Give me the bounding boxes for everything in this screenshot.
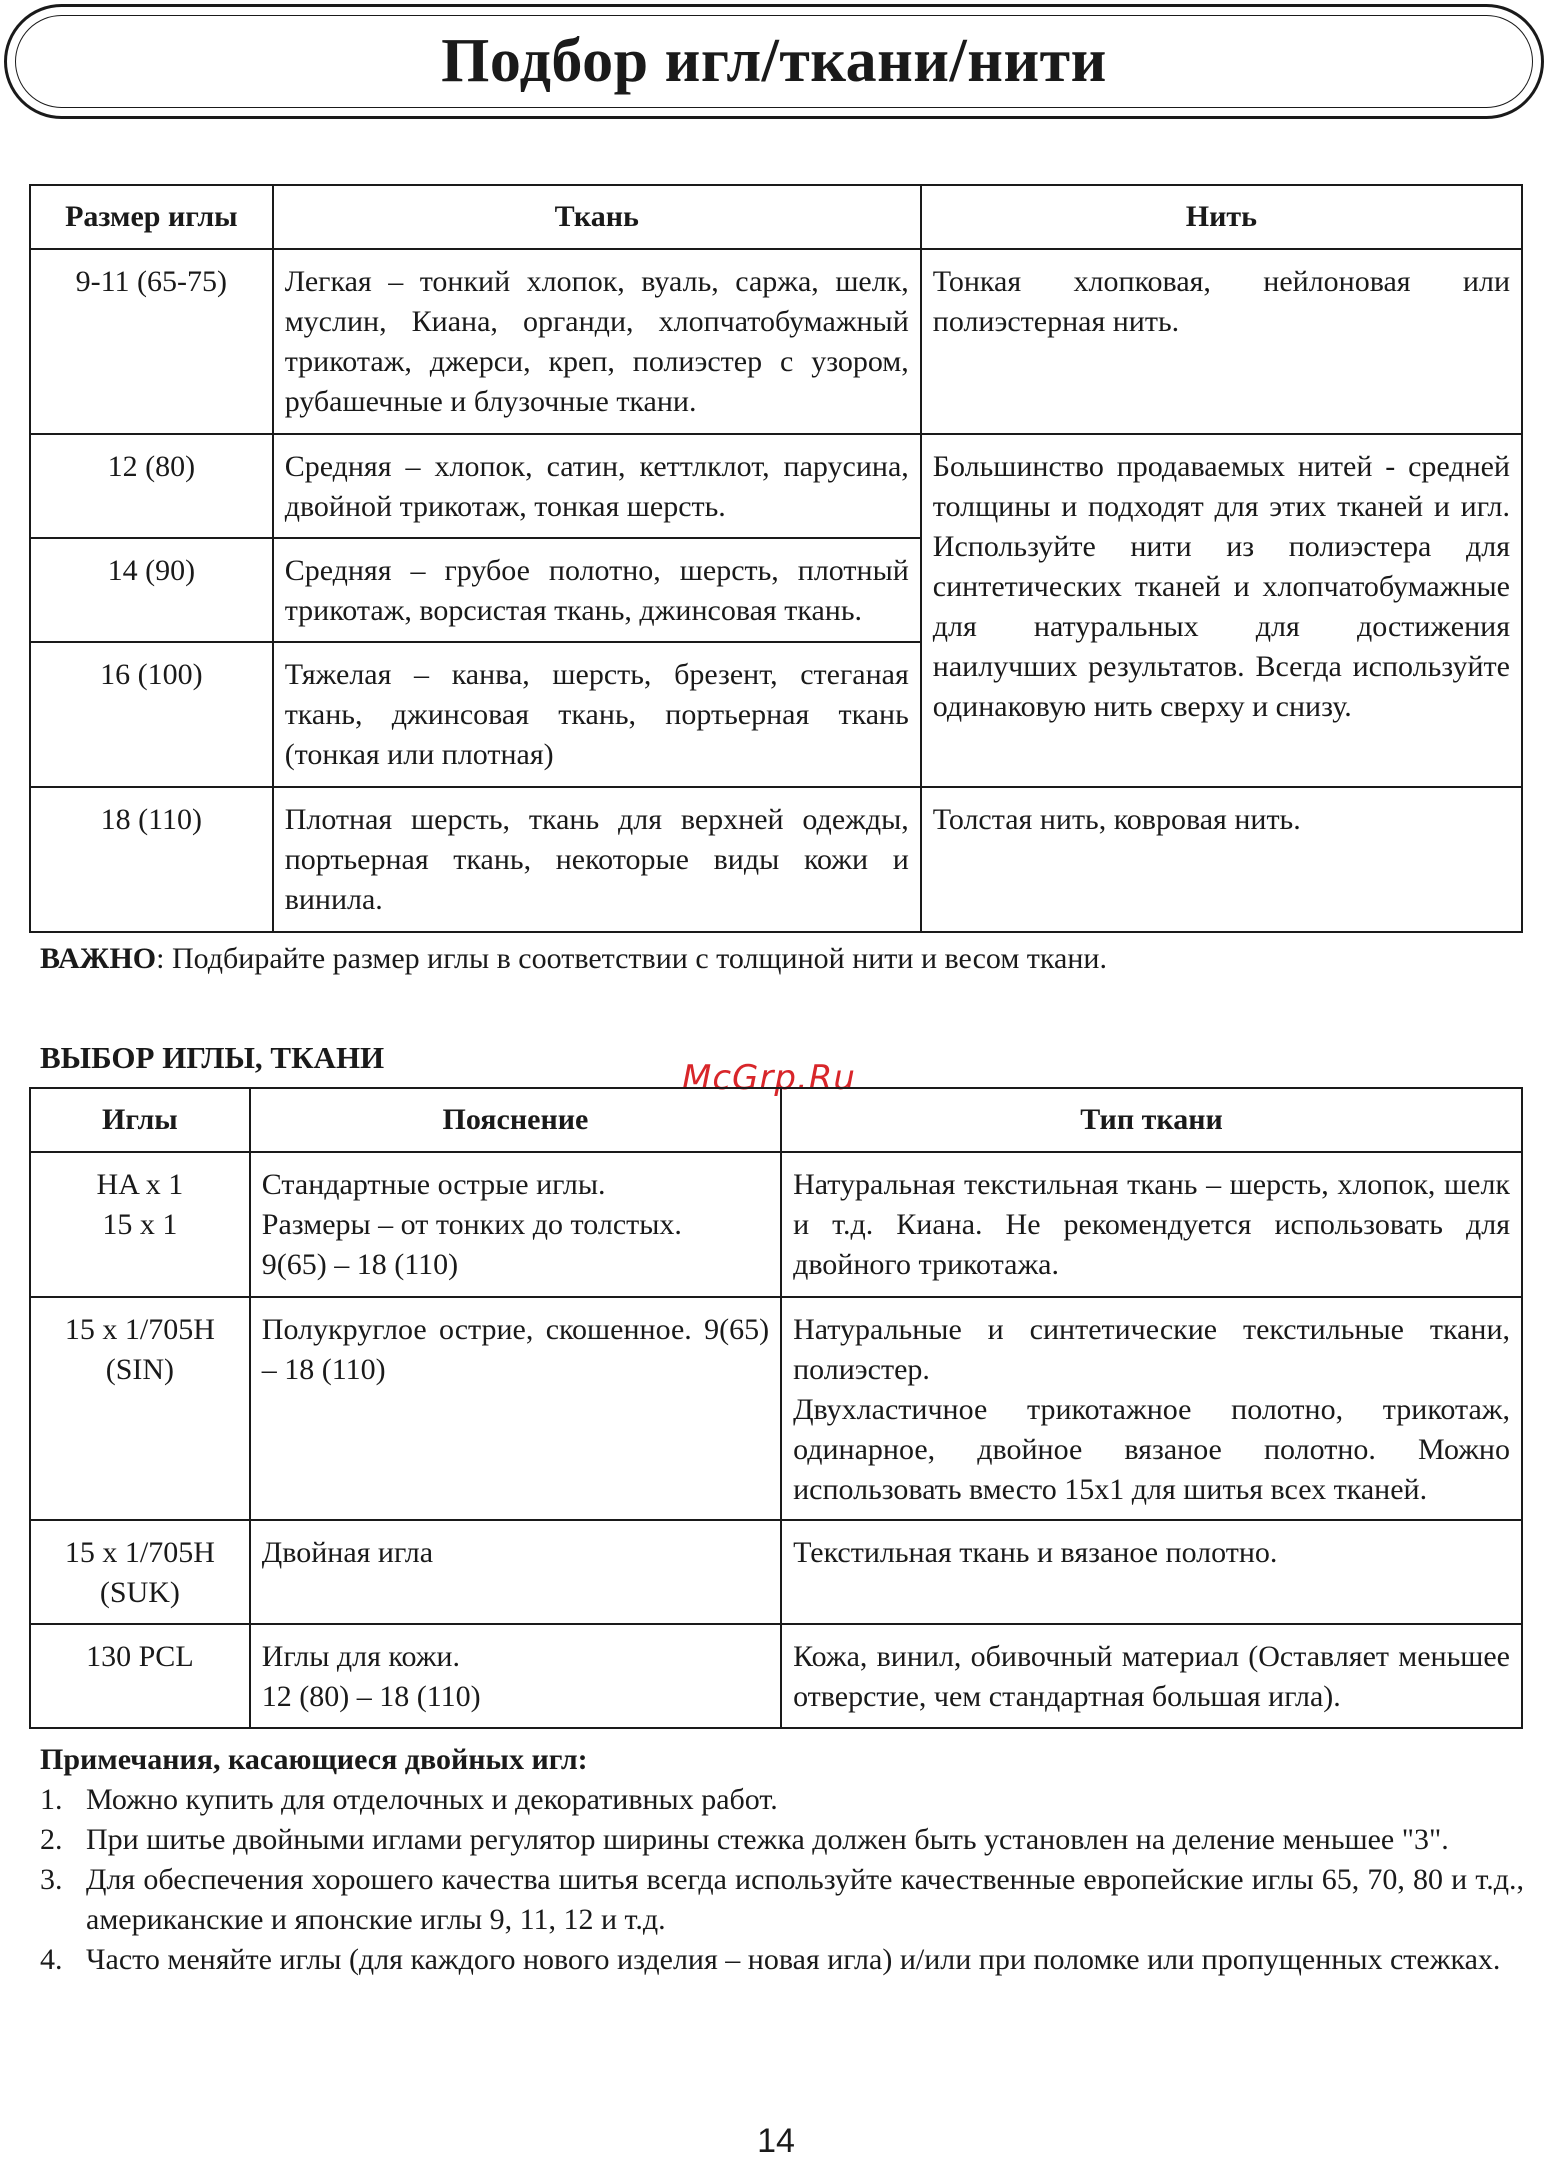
table-header-row [30,185,1522,249]
needle-type-line: HA x 1 [96,1168,184,1201]
column-header-thread: Нить [921,185,1522,249]
page-title: Подбор игл/ткани/нити [441,27,1107,95]
column-header-needles: Иглы [30,1088,250,1152]
explanation-line: Размеры – от тонких до толстых. [261,1208,682,1241]
explanation-line: Двойная игла [261,1536,434,1569]
note-text: Для обеспечения хорошего качества шитья всегда используйте качественные европейские иглы 65, 70, 80 и т.д., американские и японские иглы 9, 11, 12 и т.д. [86,1863,1524,1936]
column-header-fabric-type: Тип ткани [781,1088,1522,1152]
explanation-cell [250,1624,781,1728]
needle-size-cell: 18 (110) [30,787,273,932]
explanation-line: Стандартные острые иглы. [261,1168,606,1201]
note-number: 4. [40,1943,63,1976]
note-number: 2. [40,1823,63,1856]
needle-type-cell [30,1297,250,1520]
explanation-line: 9(65) – 18 (110) [261,1248,459,1281]
twin-needle-notes [40,1740,1524,1980]
needle-type-line: 130 PCL [86,1640,194,1673]
fabric-type-cell [781,1624,1522,1728]
important-label: ВАЖНО [40,942,157,975]
title-banner [4,4,1544,119]
table-header-row [30,1088,1522,1152]
needle-type-line: (SIN) [105,1353,175,1386]
fabric-cell: Средняя – грубое полотно, шерсть, плотный трикотаж, ворсистая ткань, джинсовая ткань. [273,538,921,642]
needle-selection-table [29,1087,1523,1729]
fabric-type-line: Кожа, винил, обивочный материал (Оставляет меньшее отверстие, чем стандартная большая игла). [793,1640,1510,1713]
needle-type-line: 15 x 1 [102,1208,178,1241]
note-text: При шитье двойными иглами регулятор ширины стежка должен быть установлен на деление меньшее "3". [86,1823,1449,1856]
needle-type-cell [30,1520,250,1624]
page-number: 14 [757,2122,795,2160]
section-heading: ВЫБОР ИГЛЫ, ТКАНИ [40,1040,385,1075]
important-note [40,942,1107,976]
explanation-line: Полукруглое острие, скошенное. 9(65) – 18 (110) [261,1313,770,1386]
thread-cell: Толстая нить, ковровая нить. [921,787,1522,932]
fabric-type-cell [781,1520,1522,1624]
fabric-type-cell [781,1152,1522,1297]
fabric-type-line: Двухластичное трикотажное полотно, трикотаж, одинарное, двойное вязаное полотно. Можно использовать вместо 15x1 для шитья всех тканей. [793,1393,1510,1506]
fabric-cell: Тяжелая – канва, шерсть, брезент, стеганая ткань, джинсовая ткань, портьерная ткань (тонкая или плотная) [273,642,921,787]
needle-fabric-thread-table [29,184,1523,933]
explanation-cell [250,1520,781,1624]
table-row [30,1297,1522,1520]
table-row [30,1624,1522,1728]
explanation-line: Иглы для кожи. [261,1640,460,1673]
table-row [30,787,1522,932]
explanation-line: 12 (80) – 18 (110) [261,1680,481,1713]
needle-type-line: (SUK) [99,1576,180,1609]
watermark: McGrp.Ru [682,1058,856,1098]
column-header-size: Размер иглы [30,185,273,249]
fabric-type-line: Натуральные и синтетические текстильные ткани, полиэстер. [793,1313,1510,1386]
fabric-cell: Плотная шерсть, ткань для верхней одежды, портьерная ткань, некоторые виды кожи и винила. [273,787,921,932]
note-number: 1. [40,1783,63,1816]
needle-type-cell [30,1152,250,1297]
note-text: Можно купить для отделочных и декоративных работ. [86,1783,778,1816]
needle-type-line: 15 x 1/705H [64,1536,215,1569]
table-row [30,434,1522,538]
fabric-type-line: Натуральная текстильная ткань – шерсть, хлопок, шелк и т.д. Киана. Не рекомендуется использовать для двойного трикотажа. [793,1168,1510,1281]
fabric-cell: Средняя – хлопок, сатин, кеттлклот, парусина, двойной трикотаж, тонкая шерсть. [273,434,921,538]
list-item [40,1860,1524,1940]
list-item [40,1940,1524,1980]
needle-size-cell: 9-11 (65-75) [30,249,273,434]
fabric-type-cell [781,1297,1522,1520]
thread-cell: Большинство продаваемых нитей - средней толщины и подходят для этих тканей и игл. Используйте нити из полиэстера для синтетических тканей и хлопчатобумажные для натуральных для достижения наилучших результатов. Всегда используйте одинаковую нить сверху и снизу. [921,434,1522,787]
needle-size-cell: 16 (100) [30,642,273,787]
table-row [30,249,1522,434]
note-number: 3. [40,1863,63,1896]
needle-size-cell: 14 (90) [30,538,273,642]
fabric-type-line: Текстильная ткань и вязаное полотно. [793,1536,1278,1569]
explanation-cell [250,1297,781,1520]
needle-type-line: 15 x 1/705H [64,1313,215,1346]
needle-size-cell: 12 (80) [30,434,273,538]
column-header-explanation: Пояснение [250,1088,781,1152]
explanation-cell [250,1152,781,1297]
column-header-fabric: Ткань [273,185,921,249]
list-item [40,1780,1524,1820]
list-item [40,1820,1524,1860]
note-text: Часто меняйте иглы (для каждого нового изделия – новая игла) и/или при поломке или пропущенных стежках. [86,1943,1501,1976]
fabric-cell: Легкая – тонкий хлопок, вуаль, саржа, шелк, муслин, Киана, органди, хлопчатобумажный трикотаж, джерси, креп, полиэстер с узором, рубашечные и блузочные ткани. [273,249,921,434]
table-row [30,1520,1522,1624]
thread-cell: Тонкая хлопковая, нейлоновая или полиэстерная нить. [921,249,1522,434]
important-text: : Подбирайте размер иглы в соответствии с толщиной нити и весом ткани. [156,942,1107,975]
table-row [30,1152,1522,1297]
needle-type-cell [30,1624,250,1728]
notes-title: Примечания, касающиеся двойных игл: [40,1743,588,1776]
